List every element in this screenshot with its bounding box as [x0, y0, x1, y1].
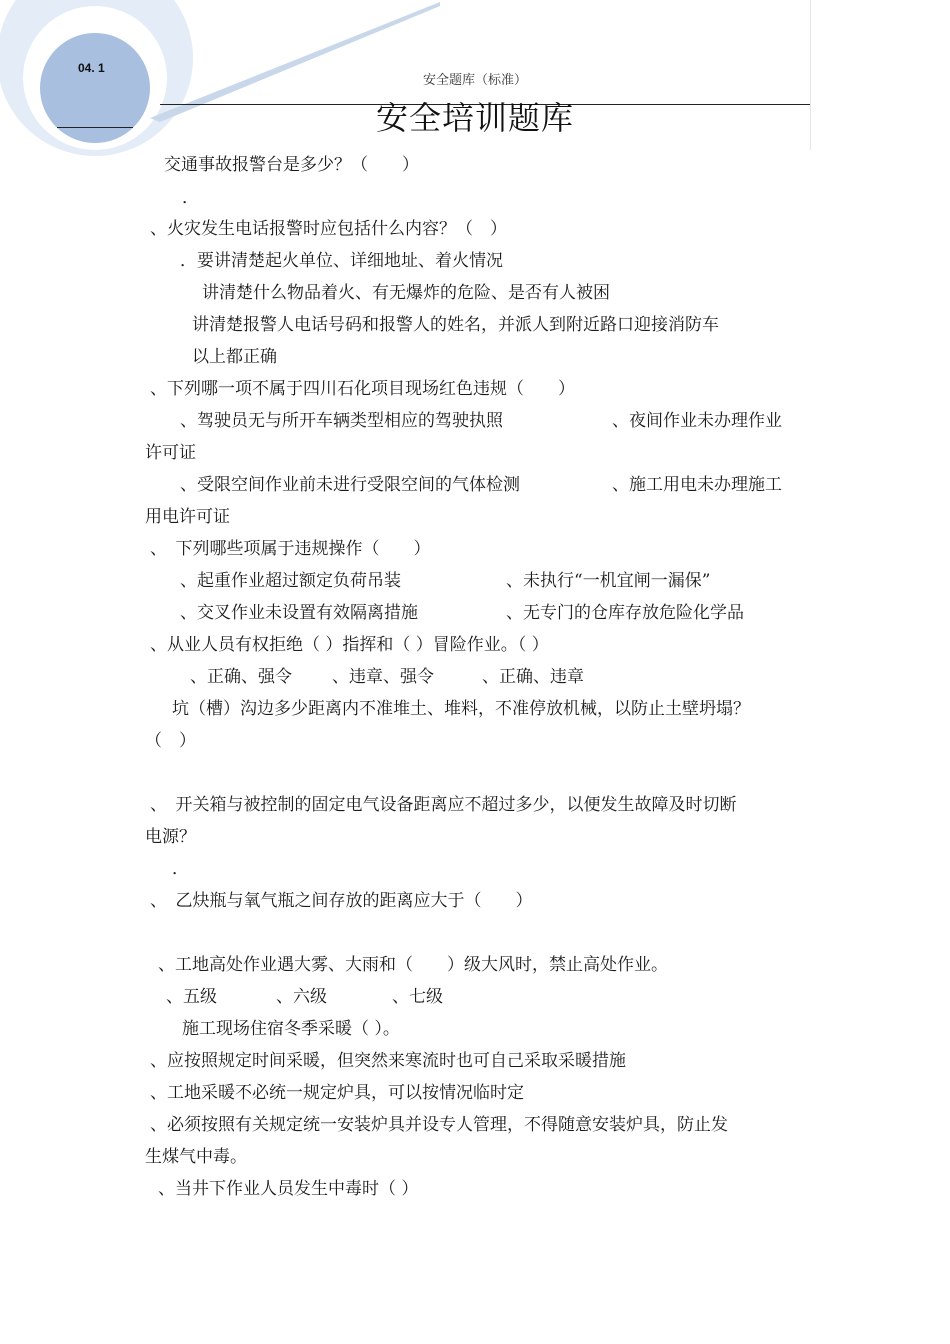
question-line: 、火灾发生电话报警时应包括什么内容？（ ）	[150, 219, 507, 239]
issue-number: 04. 1	[78, 61, 105, 75]
option-line: 、夜间作业未办理作业	[612, 411, 782, 431]
option-line: 、未执行“一机宜闸一漏保”	[506, 571, 711, 591]
question-line: 、 开关箱与被控制的固定电气设备距离应不超过多少，以便发生故障及时切断	[150, 795, 737, 815]
option-line-continued: 用电许可证	[145, 507, 230, 527]
option-line: 、驾驶员无与所开车辆类型相应的驾驶执照	[180, 411, 503, 431]
question-line-continued: （ ）	[145, 731, 196, 751]
option-line: 、应按照规定时间采暖，但突然来寒流时也可自己采取采暖措施	[150, 1051, 626, 1071]
option-line: 、必须按照有关规定统一安装炉具并设专人管理，不得随意安装炉具，防止发	[150, 1115, 728, 1135]
document-header-title: 安全题库（标准）	[422, 73, 527, 88]
question-line: 、 乙炔瓶与氧气瓶之间存放的距离应大于（ ）	[150, 891, 533, 911]
option-line: 、施工用电未办理施工	[612, 475, 782, 495]
question-line: 交通事故报警台是多少？（ ）	[164, 155, 419, 175]
option-line: 、交叉作业未设置有效隔离措施	[180, 603, 418, 623]
question-line: 、 下列哪些项属于违规操作（ ）	[150, 539, 431, 559]
answer-line: ．	[182, 188, 199, 208]
question-line: 、当井下作业人员发生中毒时（ ）	[158, 1179, 419, 1199]
question-line: 、下列哪一项不属于四川石化项目现场红色违规（ ）	[150, 379, 575, 399]
option-line: 、六级	[276, 987, 327, 1007]
question-line: 坑（槽）沟边多少距离内不准堆土、堆料，不准停放机械，以防止土壁坍塌？	[172, 699, 750, 719]
answer-line: ．	[172, 859, 189, 879]
option-line: 、工地采暖不必统一规定炉具，可以按情况临时定	[150, 1083, 524, 1103]
option-line: 讲清楚什么物品着火、有无爆炸的危险、是否有人被困	[202, 283, 610, 303]
question-line: 、工地高处作业遇大雾、大雨和（ ）级大风时，禁止高处作业。	[158, 955, 668, 975]
question-line-continued: 电源？	[145, 827, 196, 847]
question-line: 施工现场住宿冬季采暖（ ）。	[182, 1019, 400, 1039]
option-line-continued: 许可证	[145, 443, 196, 463]
option-line: 以上都正确	[192, 347, 277, 367]
option-line: ．要讲清楚起火单位、详细地址、着火情况	[180, 251, 503, 271]
option-line: 、七级	[392, 987, 443, 1007]
option-line: 、无专门的仓库存放危险化学品	[506, 603, 744, 623]
option-line: 、正确、强令	[190, 667, 292, 687]
question-line: 、从业人员有权拒绝（ ）指挥和（ ）冒险作业。（ ）	[150, 635, 549, 655]
option-line: 、受限空间作业前未进行受限空间的气体检测	[180, 475, 520, 495]
option-line: 、违章、强令	[332, 667, 434, 687]
option-line-continued: 生煤气中毒。	[145, 1147, 247, 1167]
option-line: 、五级	[166, 987, 217, 1007]
option-line: 、起重作业超过额定负荷吊装	[180, 571, 401, 591]
option-line: 、正确、违章	[482, 667, 584, 687]
main-title: 安全培训题库	[375, 99, 574, 137]
option-line: 讲清楚报警人电话号码和报警人的姓名，并派人到附近路口迎接消防车	[192, 315, 719, 335]
